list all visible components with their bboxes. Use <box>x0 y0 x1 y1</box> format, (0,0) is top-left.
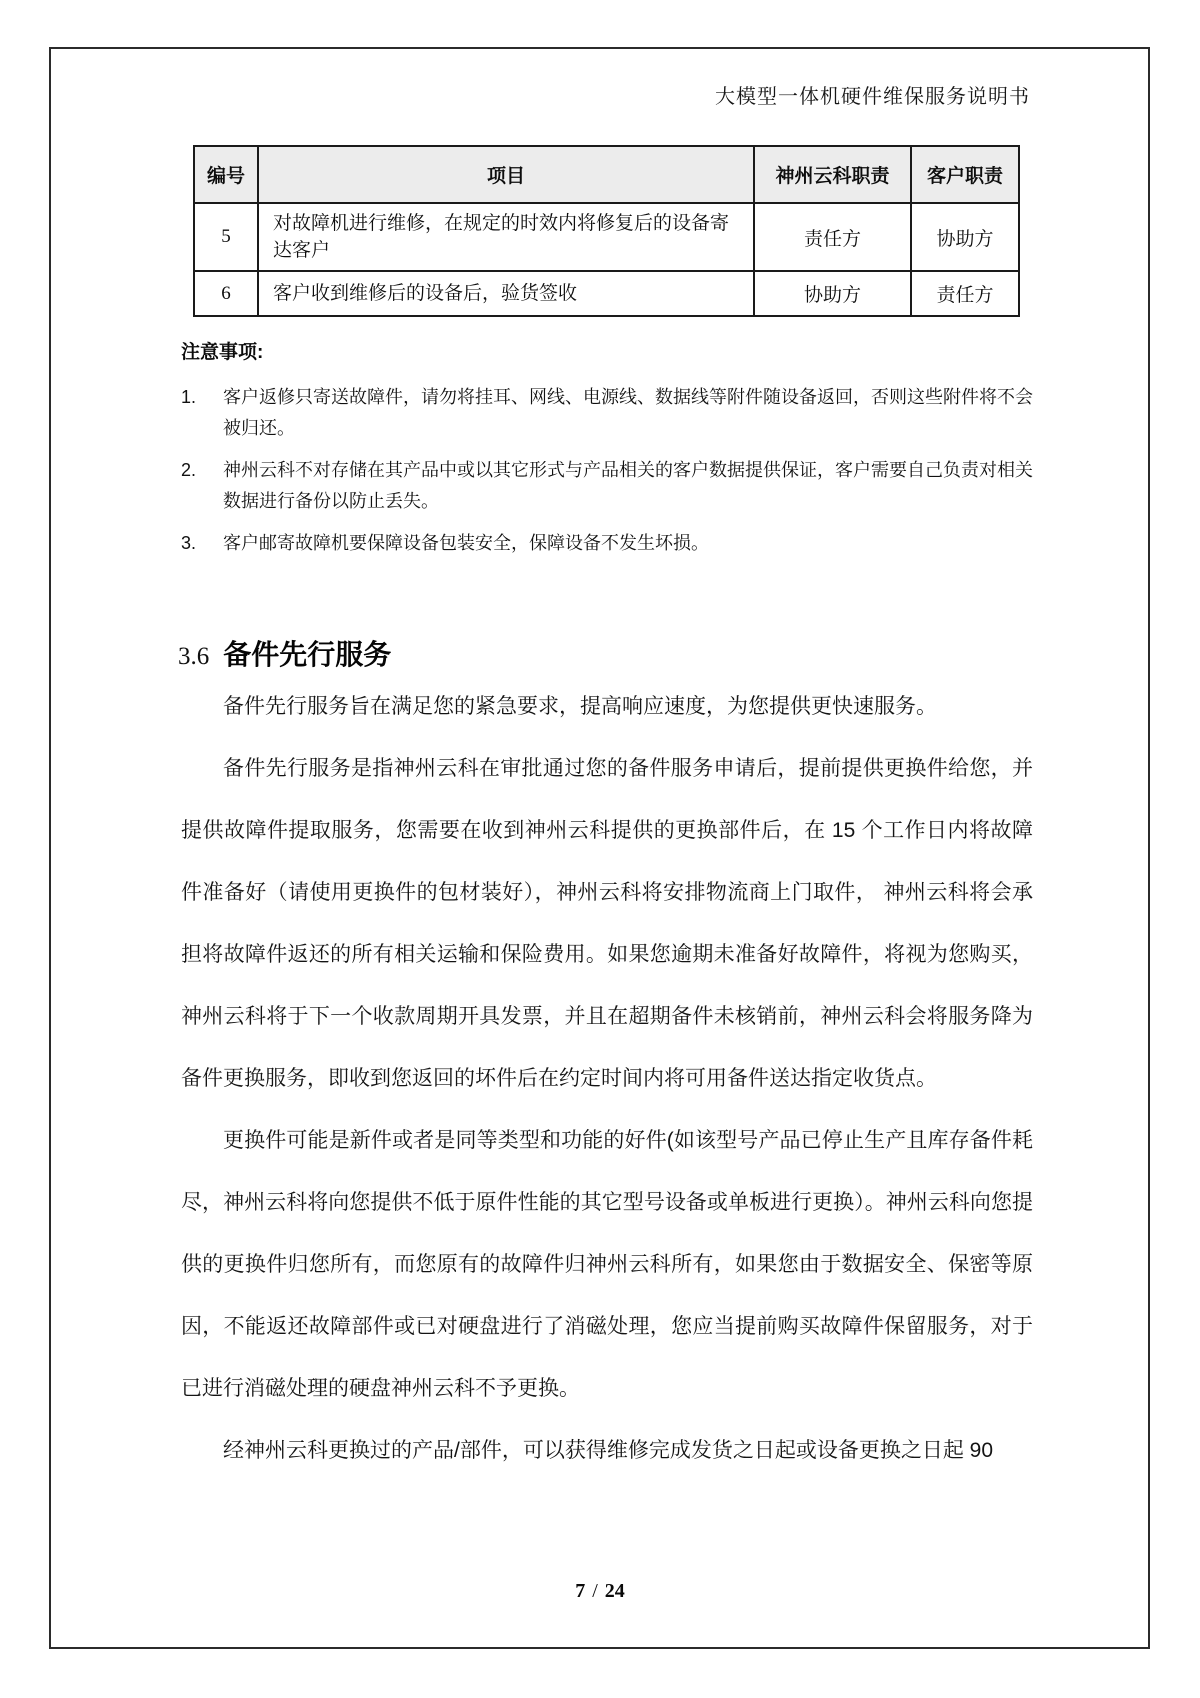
paragraph: 经神州云科更换过的产品/部件，可以获得维修完成发货之日起或设备更换之日起 90 <box>223 1439 994 1462</box>
page-number-current: 7 <box>575 1580 586 1602</box>
row-customer-duty: 协助方 <box>911 203 1019 271</box>
table-header-item: 项目 <box>258 146 754 203</box>
row-customer-duty: 责任方 <box>911 271 1019 316</box>
notes-list <box>181 382 1033 559</box>
table-header-dck-duty: 神州云科职责 <box>754 146 911 203</box>
list-item-number: 3. <box>181 533 197 553</box>
row-item: 对故障机进行维修，在规定的时效内将修复后的设备寄达客户 <box>258 203 754 271</box>
row-number: 5 <box>194 203 258 271</box>
page-footer <box>0 1580 1200 1603</box>
list-item <box>181 455 1033 517</box>
section-number: 3.6 <box>178 643 210 670</box>
document-header-title: 大模型一体机硬件维保服务说明书 <box>715 86 1030 108</box>
list-item-text: 神州云科不对存储在其产品中或以其它形式与产品相关的客户数据提供保证，客户需要自己负责对相关数据进行备份以防止丢失。 <box>223 460 1033 511</box>
row-dck-duty: 责任方 <box>754 203 911 271</box>
paragraph: 备件先行服务是指神州云科在审批通过您的备件服务申请后，提前提供更换件给您，并提供故障件提取服务，您需要在收到神州云科提供的更换部件后，在 15 个工作日内将故障件准备好（请使用更换件的包材装好），神州云科将安排物流商上门取件， 神州云科将会承担将故障件返还的所有相关运输和保险费用。如果您逾期未准备好故障件，将视为您购买，神州云科将于下一个收款周期开具发票，并且在超期备件未核销前，神州云科会将服务降为备件更换服务，即收到您返回的坏件后在约定时间内将可用备件送达指定收货点。 <box>181 757 1033 1090</box>
notes-title: 注意事项: <box>181 342 264 363</box>
body-paragraphs <box>181 676 1033 1482</box>
row-number: 6 <box>194 271 258 316</box>
table-header-row <box>194 146 1019 203</box>
table-row <box>194 203 1019 271</box>
list-item-number: 2. <box>181 460 197 480</box>
table-header-customer-duty: 客户职责 <box>911 146 1019 203</box>
list-item <box>181 528 1033 559</box>
list-item-number: 1. <box>181 387 197 407</box>
list-item-text: 客户邮寄故障机要保障设备包装安全，保障设备不发生坏损。 <box>223 533 709 553</box>
paragraph: 备件先行服务旨在满足您的紧急要求，提高响应速度，为您提供更快速服务。 <box>223 695 937 718</box>
row-dck-duty: 协助方 <box>754 271 911 316</box>
table-row <box>194 271 1019 316</box>
page-number-total: 24 <box>604 1580 625 1602</box>
row-item: 客户收到维修后的设备后，验货签收 <box>258 271 754 316</box>
section-heading <box>178 634 391 681</box>
responsibility-table <box>193 145 1020 317</box>
paragraph: 更换件可能是新件或者是同等类型和功能的好件(如该型号产品已停止生产且库存备件耗尽，神州云科将向您提供不低于原件性能的其它型号设备或单板进行更换）。神州云科向您提供的更换件归您所有，而您原有的故障件归神州云科所有，如果您由于数据安全、保密等原因，不能返还故障部件或已对硬盘进行了消磁处理，您应当提前购买故障件保留服务，对于已进行消磁处理的硬盘神州云科不予更换。 <box>181 1129 1033 1400</box>
page-number-separator: / <box>592 1580 598 1602</box>
list-item-text: 客户返修只寄送故障件，请勿将挂耳、网线、电源线、数据线等附件随设备返回，否则这些附件将不会被归还。 <box>223 387 1033 438</box>
section-title: 备件先行服务 <box>223 639 392 670</box>
notes-section <box>181 340 1033 570</box>
table-header-number: 编号 <box>194 146 258 203</box>
list-item <box>181 382 1033 444</box>
